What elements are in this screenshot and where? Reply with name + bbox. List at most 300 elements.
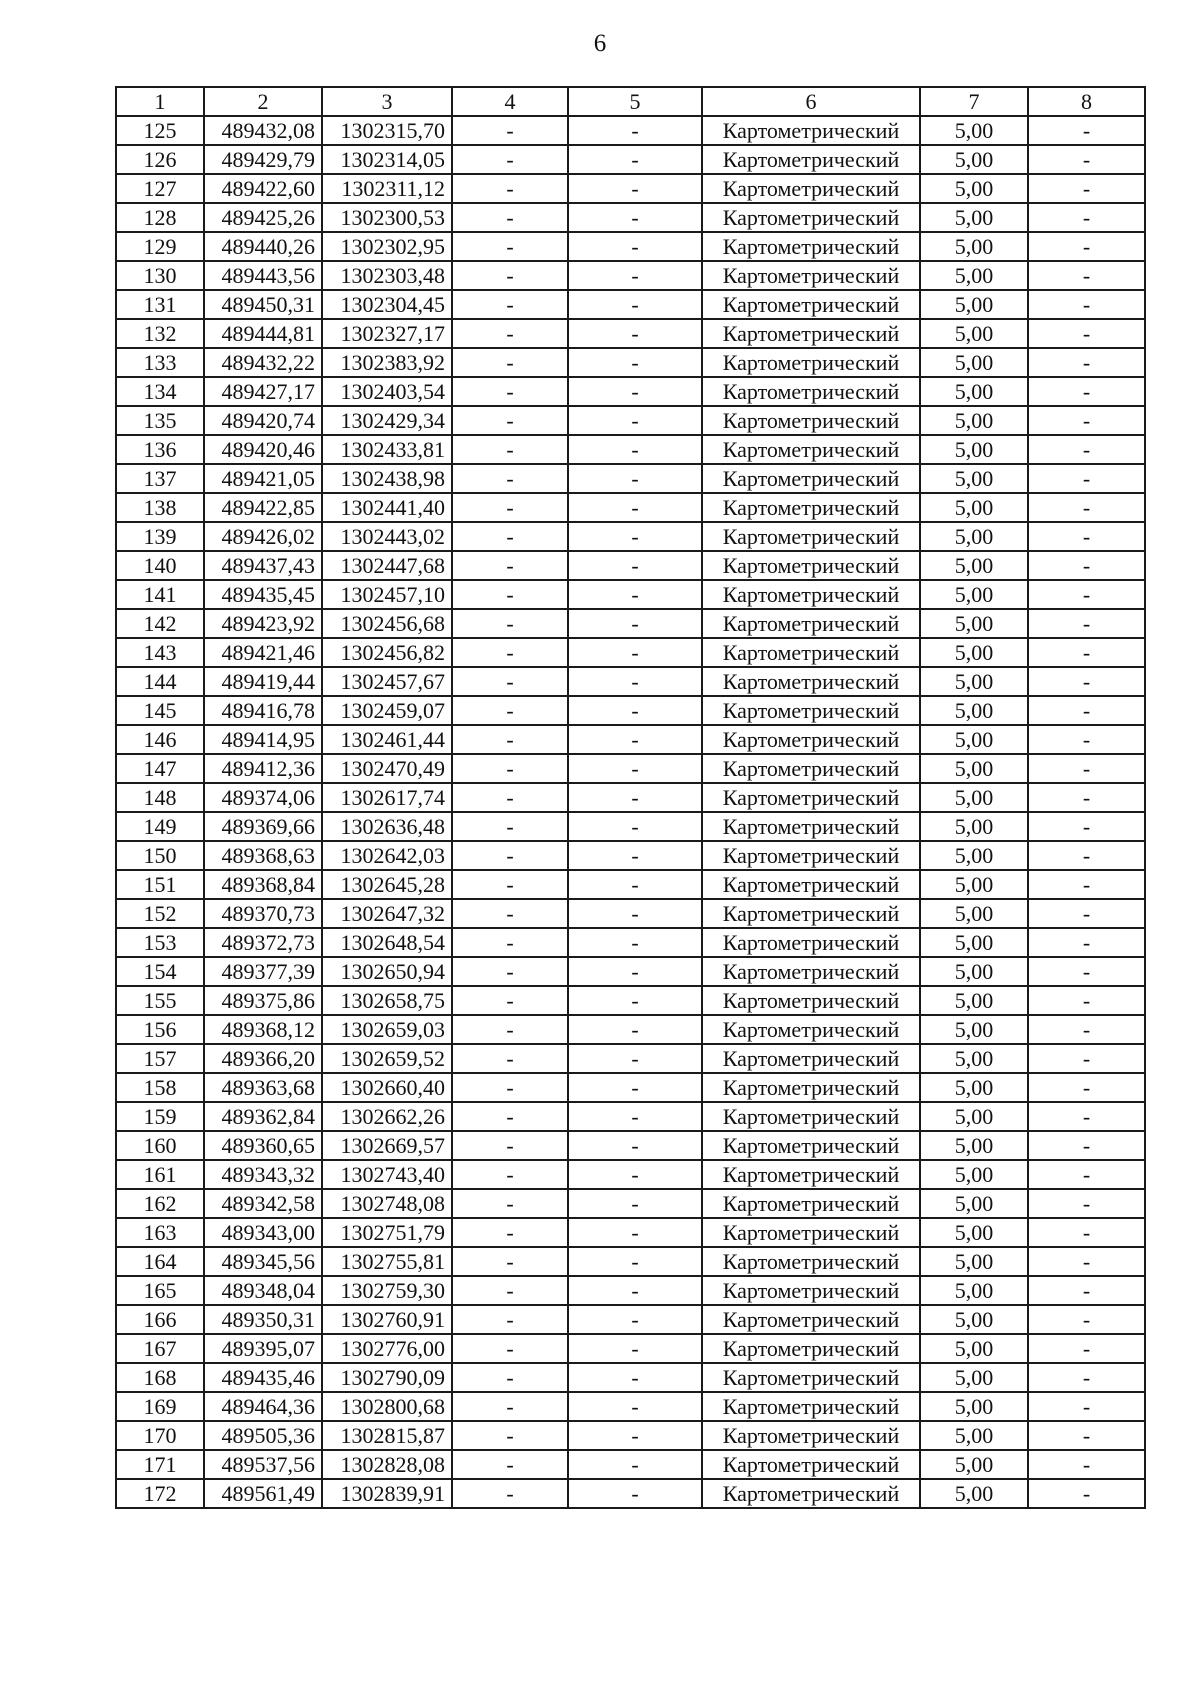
- table-row: [116, 1363, 1145, 1392]
- table-row: [116, 812, 1145, 841]
- col5-cell: -: [568, 725, 702, 754]
- col8-cell: -: [1028, 290, 1145, 319]
- col5-cell: -: [568, 696, 702, 725]
- method-cell: Картометрический: [702, 1276, 920, 1305]
- col8-cell: -: [1028, 1218, 1145, 1247]
- y-coordinate-cell: 1302645,28: [322, 870, 452, 899]
- method-cell: Картометрический: [702, 1044, 920, 1073]
- point-number-cell: 163: [116, 1218, 204, 1247]
- y-coordinate-cell: 1302459,07: [322, 696, 452, 725]
- y-coordinate-cell: 1302790,09: [322, 1363, 452, 1392]
- col4-cell: -: [452, 522, 568, 551]
- col5-cell: -: [568, 1073, 702, 1102]
- col4-cell: -: [452, 1131, 568, 1160]
- accuracy-cell: 5,00: [920, 348, 1028, 377]
- method-cell: Картометрический: [702, 493, 920, 522]
- accuracy-cell: 5,00: [920, 1160, 1028, 1189]
- col8-cell: -: [1028, 1073, 1145, 1102]
- y-coordinate-cell: 1302658,75: [322, 986, 452, 1015]
- col5-cell: -: [568, 783, 702, 812]
- method-cell: Картометрический: [702, 435, 920, 464]
- method-cell: Картометрический: [702, 1218, 920, 1247]
- column-header: 2: [204, 87, 322, 116]
- accuracy-cell: 5,00: [920, 1015, 1028, 1044]
- table-row: [116, 261, 1145, 290]
- point-number-cell: 148: [116, 783, 204, 812]
- point-number-cell: 142: [116, 609, 204, 638]
- y-coordinate-cell: 1302383,92: [322, 348, 452, 377]
- table-row: [116, 435, 1145, 464]
- col4-cell: -: [452, 145, 568, 174]
- y-coordinate-cell: 1302300,53: [322, 203, 452, 232]
- point-number-cell: 161: [116, 1160, 204, 1189]
- accuracy-cell: 5,00: [920, 638, 1028, 667]
- table-row: [116, 870, 1145, 899]
- table-row: [116, 1189, 1145, 1218]
- table-row: [116, 580, 1145, 609]
- x-coordinate-cell: 489412,36: [204, 754, 322, 783]
- col8-cell: -: [1028, 899, 1145, 928]
- col5-cell: -: [568, 1363, 702, 1392]
- point-number-cell: 155: [116, 986, 204, 1015]
- column-header: 6: [702, 87, 920, 116]
- table-row: [116, 1421, 1145, 1450]
- table-row: [116, 957, 1145, 986]
- table-row: [116, 174, 1145, 203]
- col5-cell: -: [568, 957, 702, 986]
- point-number-cell: 168: [116, 1363, 204, 1392]
- accuracy-cell: 5,00: [920, 754, 1028, 783]
- x-coordinate-cell: 489360,65: [204, 1131, 322, 1160]
- method-cell: Картометрический: [702, 116, 920, 145]
- col8-cell: -: [1028, 725, 1145, 754]
- table-row: [116, 696, 1145, 725]
- table-row: [116, 1044, 1145, 1073]
- y-coordinate-cell: 1302776,00: [322, 1334, 452, 1363]
- col4-cell: -: [452, 551, 568, 580]
- x-coordinate-cell: 489370,73: [204, 899, 322, 928]
- x-coordinate-cell: 489444,81: [204, 319, 322, 348]
- table-row: [116, 551, 1145, 580]
- table-row: [116, 638, 1145, 667]
- accuracy-cell: 5,00: [920, 1479, 1028, 1508]
- accuracy-cell: 5,00: [920, 1450, 1028, 1479]
- accuracy-cell: 5,00: [920, 667, 1028, 696]
- point-number-cell: 152: [116, 899, 204, 928]
- accuracy-cell: 5,00: [920, 261, 1028, 290]
- accuracy-cell: 5,00: [920, 1102, 1028, 1131]
- table-row: [116, 493, 1145, 522]
- y-coordinate-cell: 1302647,32: [322, 899, 452, 928]
- y-coordinate-cell: 1302751,79: [322, 1218, 452, 1247]
- accuracy-cell: 5,00: [920, 406, 1028, 435]
- point-number-cell: 164: [116, 1247, 204, 1276]
- col8-cell: -: [1028, 522, 1145, 551]
- method-cell: Картометрический: [702, 348, 920, 377]
- col5-cell: -: [568, 1160, 702, 1189]
- x-coordinate-cell: 489435,46: [204, 1363, 322, 1392]
- y-coordinate-cell: 1302456,68: [322, 609, 452, 638]
- x-coordinate-cell: 489368,63: [204, 841, 322, 870]
- x-coordinate-cell: 489368,12: [204, 1015, 322, 1044]
- accuracy-cell: 5,00: [920, 725, 1028, 754]
- col4-cell: -: [452, 319, 568, 348]
- method-cell: Картометрический: [702, 841, 920, 870]
- method-cell: Картометрический: [702, 145, 920, 174]
- x-coordinate-cell: 489437,43: [204, 551, 322, 580]
- col5-cell: -: [568, 145, 702, 174]
- method-cell: Картометрический: [702, 203, 920, 232]
- table-row: [116, 464, 1145, 493]
- point-number-cell: 158: [116, 1073, 204, 1102]
- table-row: [116, 1305, 1145, 1334]
- x-coordinate-cell: 489429,79: [204, 145, 322, 174]
- table-row: [116, 232, 1145, 261]
- table-row: [116, 986, 1145, 1015]
- col4-cell: -: [452, 609, 568, 638]
- table-row: [116, 116, 1145, 145]
- col4-cell: -: [452, 696, 568, 725]
- col8-cell: -: [1028, 1421, 1145, 1450]
- col8-cell: -: [1028, 145, 1145, 174]
- method-cell: Картометрический: [702, 754, 920, 783]
- accuracy-cell: 5,00: [920, 232, 1028, 261]
- col4-cell: -: [452, 174, 568, 203]
- col5-cell: -: [568, 1189, 702, 1218]
- col5-cell: -: [568, 1044, 702, 1073]
- x-coordinate-cell: 489432,08: [204, 116, 322, 145]
- x-coordinate-cell: 489423,92: [204, 609, 322, 638]
- method-cell: Картометрический: [702, 986, 920, 1015]
- method-cell: Картометрический: [702, 1334, 920, 1363]
- col8-cell: -: [1028, 348, 1145, 377]
- accuracy-cell: 5,00: [920, 783, 1028, 812]
- method-cell: Картометрический: [702, 638, 920, 667]
- table-row: [116, 1334, 1145, 1363]
- point-number-cell: 159: [116, 1102, 204, 1131]
- col4-cell: -: [452, 957, 568, 986]
- table-row: [116, 841, 1145, 870]
- point-number-cell: 130: [116, 261, 204, 290]
- method-cell: Картометрический: [702, 783, 920, 812]
- point-number-cell: 131: [116, 290, 204, 319]
- col4-cell: -: [452, 754, 568, 783]
- col4-cell: -: [452, 348, 568, 377]
- point-number-cell: 133: [116, 348, 204, 377]
- point-number-cell: 128: [116, 203, 204, 232]
- x-coordinate-cell: 489416,78: [204, 696, 322, 725]
- y-coordinate-cell: 1302815,87: [322, 1421, 452, 1450]
- y-coordinate-cell: 1302800,68: [322, 1392, 452, 1421]
- x-coordinate-cell: 489464,36: [204, 1392, 322, 1421]
- y-coordinate-cell: 1302617,74: [322, 783, 452, 812]
- y-coordinate-cell: 1302302,95: [322, 232, 452, 261]
- col8-cell: -: [1028, 464, 1145, 493]
- x-coordinate-cell: 489363,68: [204, 1073, 322, 1102]
- y-coordinate-cell: 1302304,45: [322, 290, 452, 319]
- method-cell: Картометрический: [702, 812, 920, 841]
- col4-cell: -: [452, 899, 568, 928]
- col5-cell: -: [568, 638, 702, 667]
- col5-cell: -: [568, 1102, 702, 1131]
- y-coordinate-cell: 1302659,52: [322, 1044, 452, 1073]
- col5-cell: -: [568, 464, 702, 493]
- y-coordinate-cell: 1302327,17: [322, 319, 452, 348]
- point-number-cell: 138: [116, 493, 204, 522]
- method-cell: Картометрический: [702, 1305, 920, 1334]
- col4-cell: -: [452, 1421, 568, 1450]
- x-coordinate-cell: 489366,20: [204, 1044, 322, 1073]
- method-cell: Картометрический: [702, 522, 920, 551]
- col8-cell: -: [1028, 754, 1145, 783]
- method-cell: Картометрический: [702, 1073, 920, 1102]
- col8-cell: -: [1028, 1044, 1145, 1073]
- accuracy-cell: 5,00: [920, 1421, 1028, 1450]
- point-number-cell: 169: [116, 1392, 204, 1421]
- x-coordinate-cell: 489375,86: [204, 986, 322, 1015]
- col4-cell: -: [452, 435, 568, 464]
- point-number-cell: 172: [116, 1479, 204, 1508]
- col5-cell: -: [568, 986, 702, 1015]
- table-row: [116, 1160, 1145, 1189]
- x-coordinate-cell: 489395,07: [204, 1334, 322, 1363]
- x-coordinate-cell: 489422,85: [204, 493, 322, 522]
- table-row: [116, 203, 1145, 232]
- col8-cell: -: [1028, 319, 1145, 348]
- col4-cell: -: [452, 1450, 568, 1479]
- x-coordinate-cell: 489362,84: [204, 1102, 322, 1131]
- x-coordinate-cell: 489435,45: [204, 580, 322, 609]
- col5-cell: -: [568, 1305, 702, 1334]
- y-coordinate-cell: 1302743,40: [322, 1160, 452, 1189]
- col8-cell: -: [1028, 1102, 1145, 1131]
- accuracy-cell: 5,00: [920, 1334, 1028, 1363]
- table-row: [116, 348, 1145, 377]
- x-coordinate-cell: 489345,56: [204, 1247, 322, 1276]
- point-number-cell: 170: [116, 1421, 204, 1450]
- col4-cell: -: [452, 203, 568, 232]
- col8-cell: -: [1028, 986, 1145, 1015]
- x-coordinate-cell: 489440,26: [204, 232, 322, 261]
- col4-cell: -: [452, 1102, 568, 1131]
- point-number-cell: 129: [116, 232, 204, 261]
- method-cell: Картометрический: [702, 1450, 920, 1479]
- x-coordinate-cell: 489561,49: [204, 1479, 322, 1508]
- point-number-cell: 153: [116, 928, 204, 957]
- coordinates-table: [115, 86, 1146, 1509]
- method-cell: Картометрический: [702, 232, 920, 261]
- method-cell: Картометрический: [702, 580, 920, 609]
- x-coordinate-cell: 489450,31: [204, 290, 322, 319]
- point-number-cell: 146: [116, 725, 204, 754]
- col8-cell: -: [1028, 493, 1145, 522]
- x-coordinate-cell: 489537,56: [204, 1450, 322, 1479]
- col8-cell: -: [1028, 1189, 1145, 1218]
- x-coordinate-cell: 489420,46: [204, 435, 322, 464]
- accuracy-cell: 5,00: [920, 870, 1028, 899]
- col4-cell: -: [452, 1247, 568, 1276]
- y-coordinate-cell: 1302748,08: [322, 1189, 452, 1218]
- y-coordinate-cell: 1302441,40: [322, 493, 452, 522]
- column-header: 1: [116, 87, 204, 116]
- col5-cell: -: [568, 1392, 702, 1421]
- table-row: [116, 783, 1145, 812]
- method-cell: Картометрический: [702, 1363, 920, 1392]
- col5-cell: -: [568, 377, 702, 406]
- col8-cell: -: [1028, 1334, 1145, 1363]
- col4-cell: -: [452, 725, 568, 754]
- point-number-cell: 165: [116, 1276, 204, 1305]
- col4-cell: -: [452, 1015, 568, 1044]
- table-row: [116, 928, 1145, 957]
- method-cell: Картометрический: [702, 377, 920, 406]
- table-row: [116, 1276, 1145, 1305]
- y-coordinate-cell: 1302456,82: [322, 638, 452, 667]
- accuracy-cell: 5,00: [920, 319, 1028, 348]
- col8-cell: -: [1028, 435, 1145, 464]
- col4-cell: -: [452, 493, 568, 522]
- col5-cell: -: [568, 493, 702, 522]
- y-coordinate-cell: 1302642,03: [322, 841, 452, 870]
- col4-cell: -: [452, 1334, 568, 1363]
- col8-cell: -: [1028, 1305, 1145, 1334]
- x-coordinate-cell: 489505,36: [204, 1421, 322, 1450]
- col5-cell: -: [568, 841, 702, 870]
- x-coordinate-cell: 489443,56: [204, 261, 322, 290]
- col4-cell: -: [452, 986, 568, 1015]
- accuracy-cell: 5,00: [920, 435, 1028, 464]
- y-coordinate-cell: 1302429,34: [322, 406, 452, 435]
- method-cell: Картометрический: [702, 1479, 920, 1508]
- y-coordinate-cell: 1302660,40: [322, 1073, 452, 1102]
- col4-cell: -: [452, 261, 568, 290]
- y-coordinate-cell: 1302433,81: [322, 435, 452, 464]
- accuracy-cell: 5,00: [920, 1305, 1028, 1334]
- col4-cell: -: [452, 1044, 568, 1073]
- accuracy-cell: 5,00: [920, 1392, 1028, 1421]
- accuracy-cell: 5,00: [920, 812, 1028, 841]
- col8-cell: -: [1028, 377, 1145, 406]
- method-cell: Картометрический: [702, 696, 920, 725]
- method-cell: Картометрический: [702, 319, 920, 348]
- method-cell: Картометрический: [702, 609, 920, 638]
- accuracy-cell: 5,00: [920, 174, 1028, 203]
- y-coordinate-cell: 1302760,91: [322, 1305, 452, 1334]
- method-cell: Картометрический: [702, 1392, 920, 1421]
- col5-cell: -: [568, 1334, 702, 1363]
- y-coordinate-cell: 1302669,57: [322, 1131, 452, 1160]
- col8-cell: -: [1028, 638, 1145, 667]
- method-cell: Картометрический: [702, 1160, 920, 1189]
- accuracy-cell: 5,00: [920, 928, 1028, 957]
- point-number-cell: 140: [116, 551, 204, 580]
- x-coordinate-cell: 489343,32: [204, 1160, 322, 1189]
- y-coordinate-cell: 1302311,12: [322, 174, 452, 203]
- col8-cell: -: [1028, 928, 1145, 957]
- col4-cell: -: [452, 667, 568, 696]
- accuracy-cell: 5,00: [920, 377, 1028, 406]
- x-coordinate-cell: 489372,73: [204, 928, 322, 957]
- x-coordinate-cell: 489427,17: [204, 377, 322, 406]
- y-coordinate-cell: 1302403,54: [322, 377, 452, 406]
- col4-cell: -: [452, 928, 568, 957]
- method-cell: Картометрический: [702, 928, 920, 957]
- method-cell: Картометрический: [702, 899, 920, 928]
- accuracy-cell: 5,00: [920, 522, 1028, 551]
- col4-cell: -: [452, 1305, 568, 1334]
- y-coordinate-cell: 1302457,67: [322, 667, 452, 696]
- table-row: [116, 1450, 1145, 1479]
- col5-cell: -: [568, 116, 702, 145]
- col5-cell: -: [568, 754, 702, 783]
- col8-cell: -: [1028, 174, 1145, 203]
- method-cell: Картометрический: [702, 957, 920, 986]
- col5-cell: -: [568, 174, 702, 203]
- method-cell: Картометрический: [702, 174, 920, 203]
- x-coordinate-cell: 489422,60: [204, 174, 322, 203]
- col4-cell: -: [452, 841, 568, 870]
- y-coordinate-cell: 1302470,49: [322, 754, 452, 783]
- col4-cell: -: [452, 116, 568, 145]
- method-cell: Картометрический: [702, 870, 920, 899]
- method-cell: Картометрический: [702, 464, 920, 493]
- table-row: [116, 145, 1145, 174]
- col4-cell: -: [452, 290, 568, 319]
- table-body: [116, 87, 1145, 1508]
- x-coordinate-cell: 489368,84: [204, 870, 322, 899]
- col5-cell: -: [568, 406, 702, 435]
- table-row: [116, 1131, 1145, 1160]
- y-coordinate-cell: 1302443,02: [322, 522, 452, 551]
- accuracy-cell: 5,00: [920, 116, 1028, 145]
- table-row: [116, 1073, 1145, 1102]
- accuracy-cell: 5,00: [920, 1276, 1028, 1305]
- col5-cell: -: [568, 1247, 702, 1276]
- col5-cell: -: [568, 928, 702, 957]
- x-coordinate-cell: 489414,95: [204, 725, 322, 754]
- col5-cell: -: [568, 203, 702, 232]
- accuracy-cell: 5,00: [920, 290, 1028, 319]
- point-number-cell: 147: [116, 754, 204, 783]
- y-coordinate-cell: 1302438,98: [322, 464, 452, 493]
- col5-cell: -: [568, 812, 702, 841]
- y-coordinate-cell: 1302303,48: [322, 261, 452, 290]
- accuracy-cell: 5,00: [920, 1363, 1028, 1392]
- col8-cell: -: [1028, 261, 1145, 290]
- x-coordinate-cell: 489432,22: [204, 348, 322, 377]
- column-header: 5: [568, 87, 702, 116]
- point-number-cell: 151: [116, 870, 204, 899]
- y-coordinate-cell: 1302314,05: [322, 145, 452, 174]
- accuracy-cell: 5,00: [920, 493, 1028, 522]
- col8-cell: -: [1028, 957, 1145, 986]
- point-number-cell: 149: [116, 812, 204, 841]
- point-number-cell: 135: [116, 406, 204, 435]
- table-row: [116, 1247, 1145, 1276]
- y-coordinate-cell: 1302315,70: [322, 116, 452, 145]
- col4-cell: -: [452, 638, 568, 667]
- col8-cell: -: [1028, 870, 1145, 899]
- col8-cell: -: [1028, 116, 1145, 145]
- method-cell: Картометрический: [702, 406, 920, 435]
- point-number-cell: 144: [116, 667, 204, 696]
- y-coordinate-cell: 1302659,03: [322, 1015, 452, 1044]
- method-cell: Картометрический: [702, 261, 920, 290]
- col8-cell: -: [1028, 667, 1145, 696]
- accuracy-cell: 5,00: [920, 841, 1028, 870]
- col4-cell: -: [452, 1160, 568, 1189]
- accuracy-cell: 5,00: [920, 551, 1028, 580]
